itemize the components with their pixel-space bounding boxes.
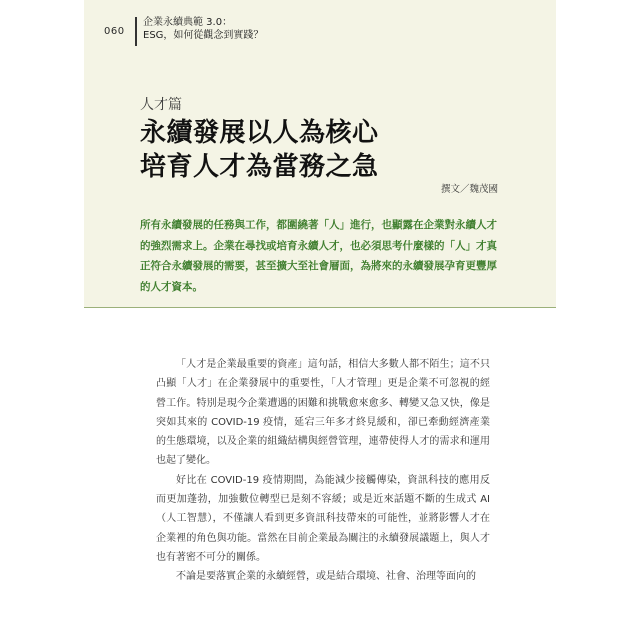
author-credit: 撰文／魏茂國 — [440, 184, 498, 195]
running-header-line1: 企業永續典範 3.0： — [143, 17, 233, 28]
lead-paragraph: 所有永續發展的任務與工作，都圍繞著「人」進行，也顯露在企業對永續人才的強烈需求上。企業在尋找或培育永續人才，也必須思考什麼樣的「人」才真正符合永續發展的需要，甚至擴大至社會層面，為將來的永續發展孕育更豐厚的人才資本。 — [140, 219, 497, 293]
header-divider — [135, 17, 137, 46]
running-header-line2: ESG，如何從觀念到實踐？ — [143, 30, 264, 41]
running-header — [143, 16, 263, 42]
page-number: 060 — [104, 26, 125, 37]
article-title-line2: 培育人才為當務之急 — [140, 152, 379, 182]
section-divider — [84, 307, 556, 308]
book-page — [84, 0, 556, 640]
title-section — [84, 0, 556, 308]
body-text — [156, 355, 490, 587]
article-title — [140, 116, 379, 184]
body-paragraph: 好比在 COVID-19 疫情期間，為能減少接觸傳染，資訊科技的應用反而更加蓬勃，加強數位轉型已是刻不容緩；或是近來話題不斷的生成式 AI（人工智慧），不僅讓人看到更多資訊科技帶來的可能性，並將影響人才在企業裡的角色與功能。當然在目前企業最為關注的永續發展議題上，與人才也有著密不可分的關係。 — [156, 474, 490, 563]
article-title-line1: 永續發展以人為核心 — [140, 118, 379, 148]
body-paragraph: 不論是要落實企業的永續經營，或是結合環境、社會、治理等面向的 — [176, 571, 476, 583]
section-category: 人才篇 — [140, 97, 182, 113]
body-paragraph: 「人才是企業最重要的資產」這句話，相信大多數人都不陌生；這不只凸顯「人才」在企業發展中的重要性，「人才管理」更是企業不可忽視的經營工作。特別是現今企業遭遇的困難和挑戰愈來愈多、轉變又急又快，像是突如其來的 COVID-19 疫情，延宕三年多才終見緩和，卻已牽動經濟產業的生態環境，以及企業的組織結構與經營管理，連帶使得人才的需求和運用也起了變化。 — [156, 359, 490, 467]
